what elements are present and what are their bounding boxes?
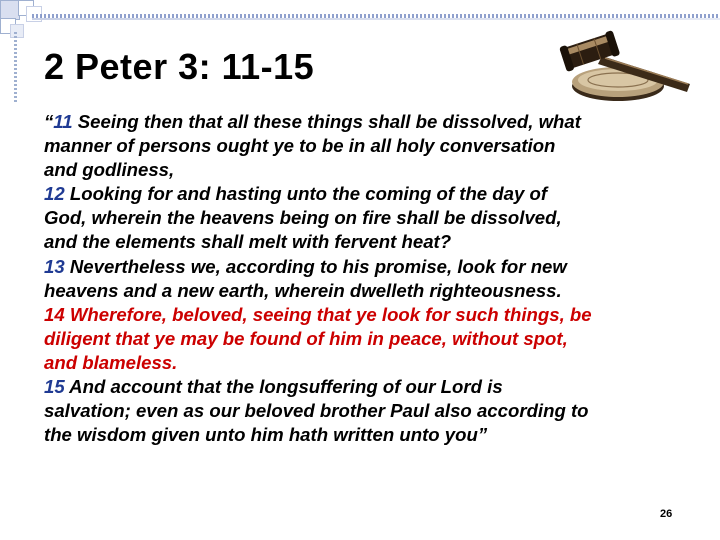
verse-14-line <box>44 351 704 375</box>
verse-text: manner of persons ought ye to be in all holy conversation <box>44 135 556 157</box>
verse-12-line <box>44 230 704 254</box>
verse-text: and the elements shall melt with fervent heat? <box>44 231 452 253</box>
verse-12-line <box>44 206 704 230</box>
verse-11-line <box>44 158 704 182</box>
verse-text: heavens and a new earth, wherein dwelleth righteousness. <box>44 279 562 301</box>
verse-number: 14 <box>44 303 65 325</box>
left-divider <box>14 32 17 102</box>
verse-text: God, wherein the heavens being on fire shall be dissolved, <box>44 207 562 229</box>
verse-text: salvation; even as our beloved brother Paul also according to <box>44 400 589 422</box>
verse-number: 15 <box>44 376 65 398</box>
verse-number: 11 <box>53 111 73 132</box>
verse-text: Seeing then that all these things shall be dissolved, what <box>72 111 581 132</box>
verse-number: 13 <box>44 255 65 277</box>
verse-15-line <box>44 399 704 423</box>
verse-text: diligent that ye may be found of him in peace, without spot, <box>44 327 568 349</box>
verse-13-line <box>44 279 704 303</box>
verse-number: 12 <box>44 183 65 205</box>
verse-text: and blameless. <box>44 351 178 373</box>
verse-text: and godliness, <box>44 159 175 181</box>
gavel-icon <box>550 22 700 108</box>
verse-text: Wherefore, beloved, seeing that ye look for such things, be <box>64 303 592 325</box>
verse-text: Looking for and hasting unto the coming of the day of <box>64 183 548 205</box>
slide-title: 2 Peter 3: 11-15 <box>44 46 315 87</box>
verse-15-line <box>44 375 704 399</box>
decor-square <box>10 24 24 38</box>
verse-12-line <box>44 182 704 206</box>
verse-text: the wisdom given unto him hath written unto you” <box>44 424 488 446</box>
verse-14-line <box>44 327 704 351</box>
open-quote: “ <box>44 111 54 132</box>
verse-text: And account that the longsuffering of our Lord is <box>64 376 503 398</box>
verse-13-line <box>44 255 704 279</box>
verse-15-line <box>44 423 704 447</box>
scripture-text <box>44 110 704 447</box>
page-number: 26 <box>660 508 673 520</box>
verse-11-line <box>44 134 704 158</box>
verse-text: Nevertheless we, according to his promise, look for new <box>64 255 567 277</box>
verse-11-line <box>44 110 704 134</box>
decor-square <box>0 0 20 20</box>
top-divider-shade <box>32 18 720 20</box>
verse-14-line <box>44 303 704 327</box>
